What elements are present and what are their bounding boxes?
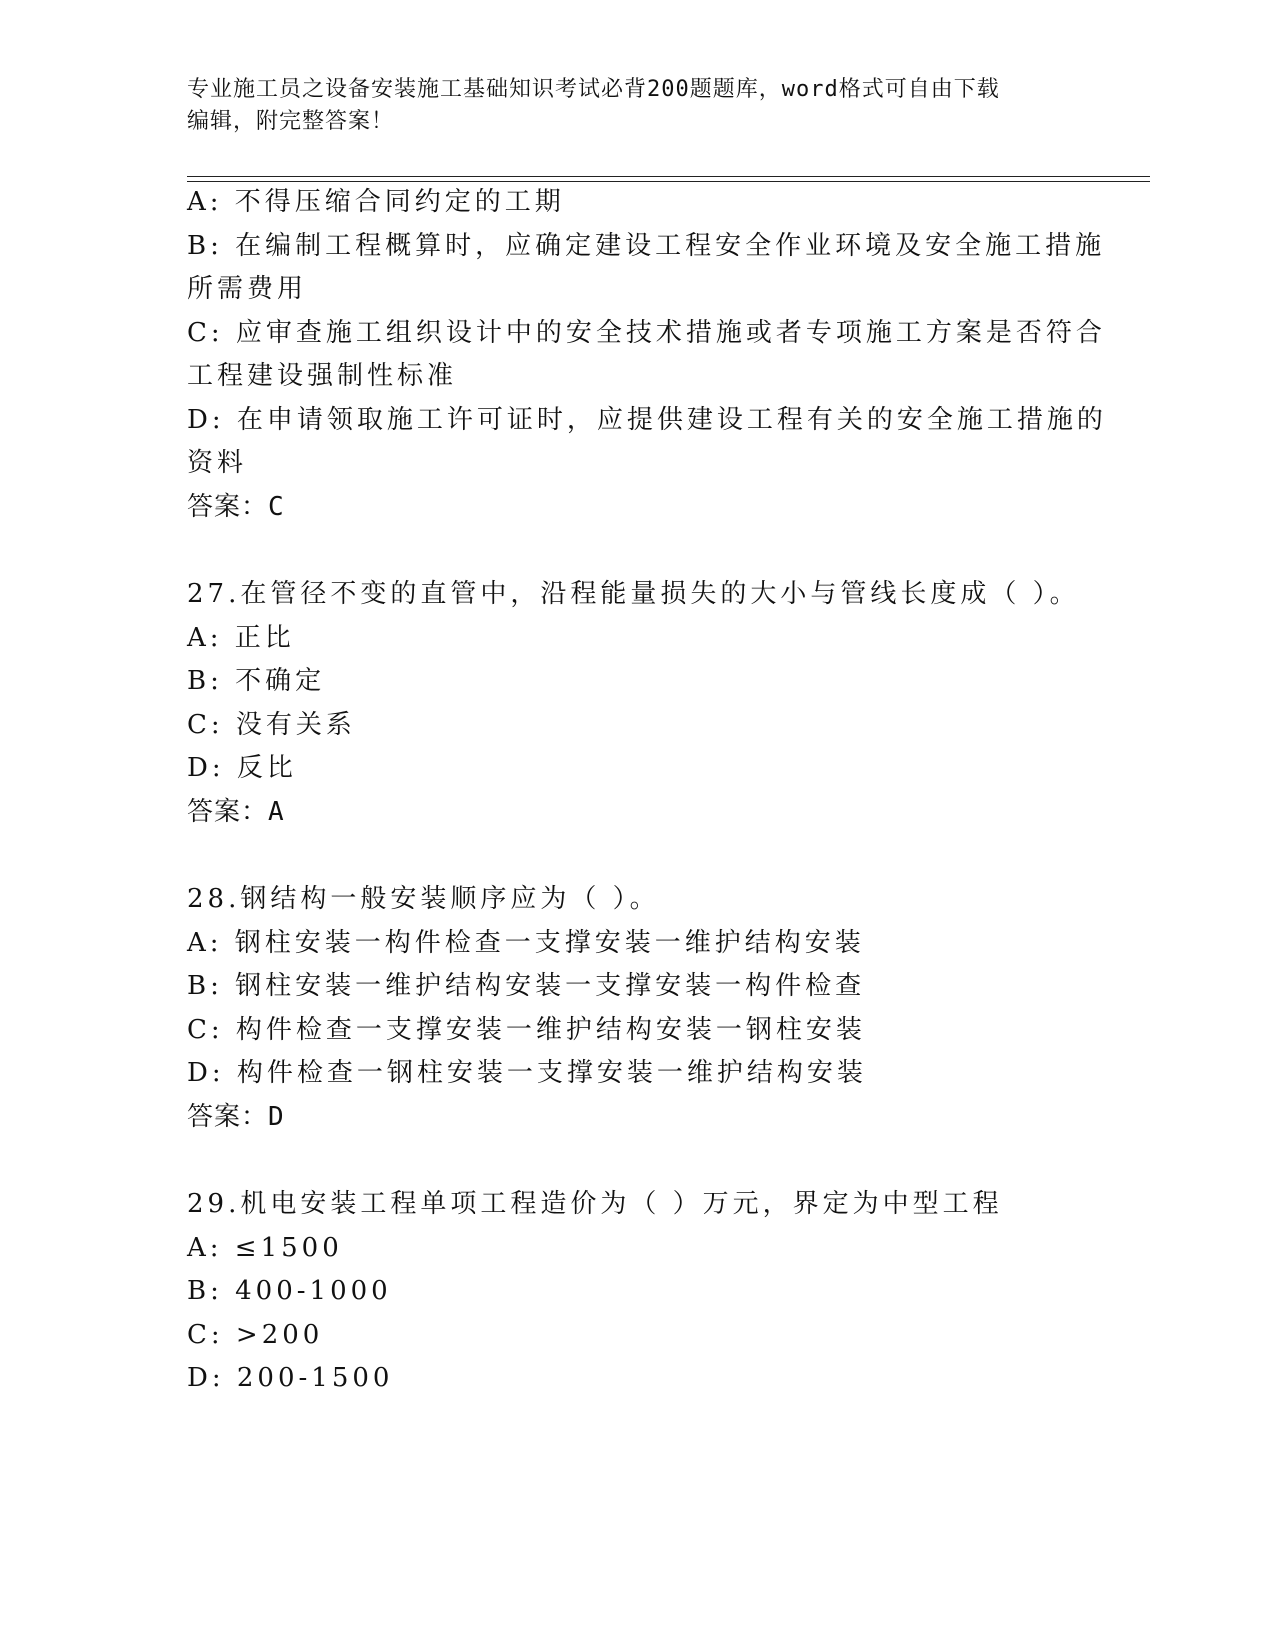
q26-option-b-cont: 所需费用 [187,274,308,304]
q27-option-d: D: 反比 [187,753,297,783]
header-divider-top [187,176,1150,177]
q28-option-a: A: 钢柱安装一构件检查一支撑安装一维护结构安装 [187,928,865,958]
q29-option-a: A: ≤1500 [187,1233,343,1263]
q26-option-d: D: 在申请领取施工许可证时，应提供建设工程有关的安全施工措施的 [187,405,1107,435]
q29-question: 29.机电安装工程单项工程造价为（ ）万元，界定为中型工程 [187,1189,1003,1219]
header-line-1: 专业施工员之设备安装施工基础知识考试必背200题题库，word格式可自由下载 [187,77,1000,102]
q28-option-b: B: 钢柱安装一维护结构安装一支撑安装一构件检查 [187,971,866,1001]
q26-option-d-cont: 资料 [187,448,248,478]
document-header [187,74,1067,138]
q28-option-c: C: 构件检查一支撑安装一维护结构安装一钢柱安装 [187,1015,866,1045]
q28-answer: 答案：D [187,1102,285,1132]
q26-option-c: C: 应审查施工组织设计中的安全技术措施或者专项施工方案是否符合 [187,318,1106,348]
header-line-2: 编辑，附完整答案！ [187,109,395,134]
q27-option-c: C: 没有关系 [187,710,356,740]
q26-option-a: A: 不得压缩合同约定的工期 [187,187,565,217]
q26-option-b: B: 在编制工程概算时，应确定建设工程安全作业环境及安全施工措施 [187,231,1106,261]
q29-option-c: C: >200 [187,1320,324,1350]
q26-option-c-cont: 工程建设强制性标准 [187,361,458,391]
q26-answer: 答案：C [187,492,285,522]
q27-question: 27.在管径不变的直管中，沿程能量损失的大小与管线长度成（ ）。 [187,579,1080,609]
q29-option-d: D: 200-1500 [187,1363,394,1393]
q27-answer: 答案：A [187,797,285,827]
q27-option-b: B: 不确定 [187,666,326,696]
q28-option-d: D: 构件检查一钢柱安装一支撑安装一维护结构安装 [187,1058,867,1088]
q29-option-b: B: 400-1000 [187,1276,392,1306]
q27-option-a: A: 正比 [187,623,295,653]
q28-question: 28.钢结构一般安装顺序应为（ ）。 [187,884,660,914]
header-divider-bottom [187,181,1150,182]
